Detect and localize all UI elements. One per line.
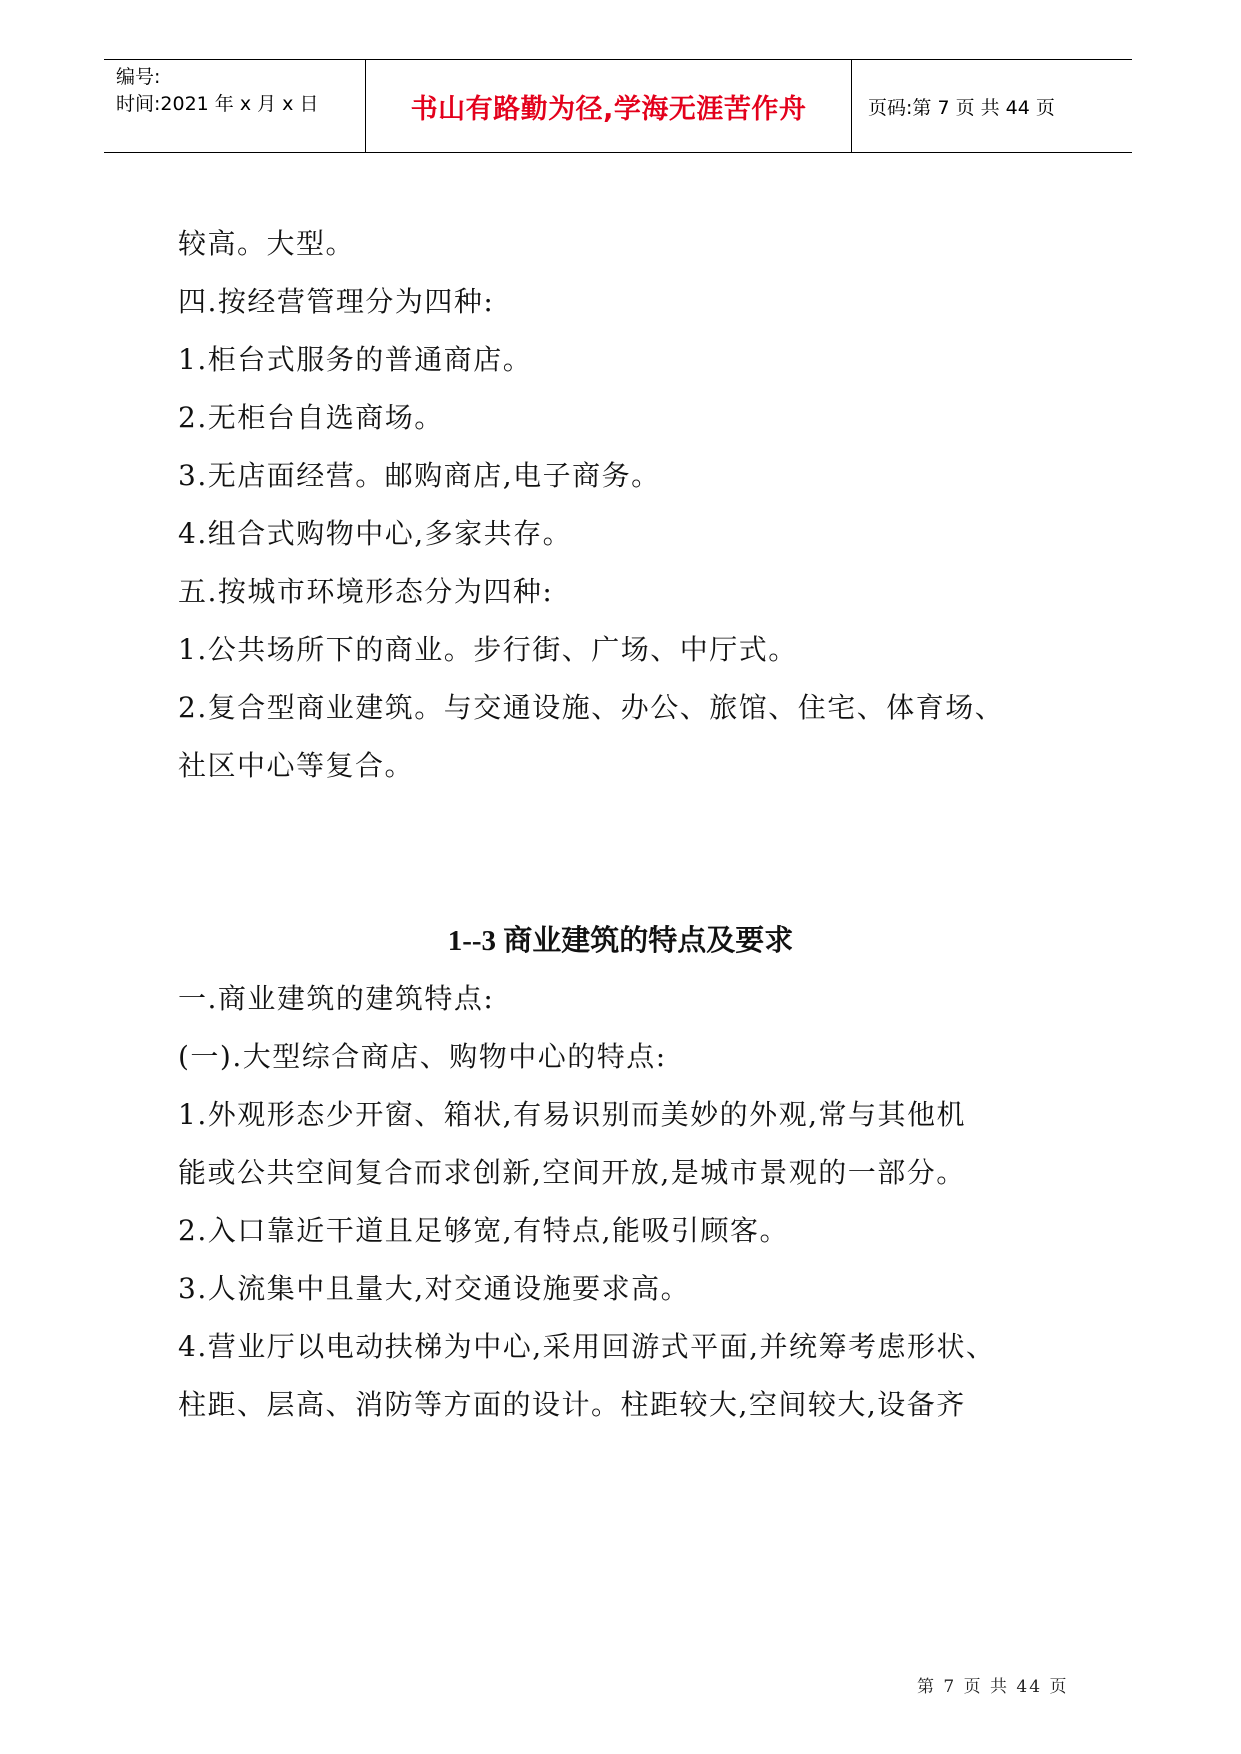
page-footer: 第 7 页 共 44 页 xyxy=(917,1677,1069,1697)
paragraph-line: 较高。大型。 xyxy=(178,227,356,260)
paragraph-line: 3.无店面经营。邮购商店,电子商务。 xyxy=(178,459,661,492)
header-motto: 书山有路勤为径,学海无涯苦作舟 xyxy=(410,93,807,125)
paragraph-line: 2.复合型商业建筑。与交通设施、办公、旅馆、住宅、体育场、 xyxy=(178,691,1005,724)
paragraph-line: 一.商业建筑的建筑特点: xyxy=(178,982,495,1015)
section-heading: 1--3 商业建筑的特点及要求 xyxy=(447,925,794,957)
paragraph-line: 社区中心等复合。 xyxy=(178,749,415,782)
paragraph-line: 五.按城市环境形态分为四种: xyxy=(178,575,554,608)
paragraph-line: 2.无柜台自选商场。 xyxy=(178,401,444,434)
paragraph-line: 柱距、层高、消防等方面的设计。柱距较大,空间较大,设备齐 xyxy=(178,1388,966,1421)
header-page-number: 页码:第 7 页 共 44 页 xyxy=(868,96,1055,119)
paragraph-line: 4.组合式购物中心,多家共存。 xyxy=(178,517,573,550)
paragraph-line: 能或公共空间复合而求创新,空间开放,是城市景观的一部分。 xyxy=(178,1156,966,1189)
paragraph-line: 四.按经营管理分为四种: xyxy=(178,285,495,318)
document-time-label: 时间:2021 年 x 月 x 日 xyxy=(116,93,319,115)
paragraph-line: 3.人流集中且量大,对交通设施要求高。 xyxy=(178,1272,691,1305)
page-header xyxy=(104,59,1132,153)
document-number-label: 编号: xyxy=(116,66,161,88)
paragraph-line: 1.柜台式服务的普通商店。 xyxy=(178,343,533,376)
paragraph-line: 2.入口靠近干道且足够宽,有特点,能吸引顾客。 xyxy=(178,1214,790,1247)
paragraph-line: 1.外观形态少开窗、箱状,有易识别而美妙的外观,常与其他机 xyxy=(178,1098,967,1131)
paragraph-line: (一).大型综合商店、购物中心的特点: xyxy=(178,1040,667,1073)
paragraph-line: 4.营业厅以电动扶梯为中心,采用回游式平面,并统筹考虑形状、 xyxy=(178,1330,996,1363)
header-divider xyxy=(851,60,852,152)
paragraph-line: 1.公共场所下的商业。步行街、广场、中厅式。 xyxy=(178,633,798,666)
header-meta xyxy=(116,64,318,118)
